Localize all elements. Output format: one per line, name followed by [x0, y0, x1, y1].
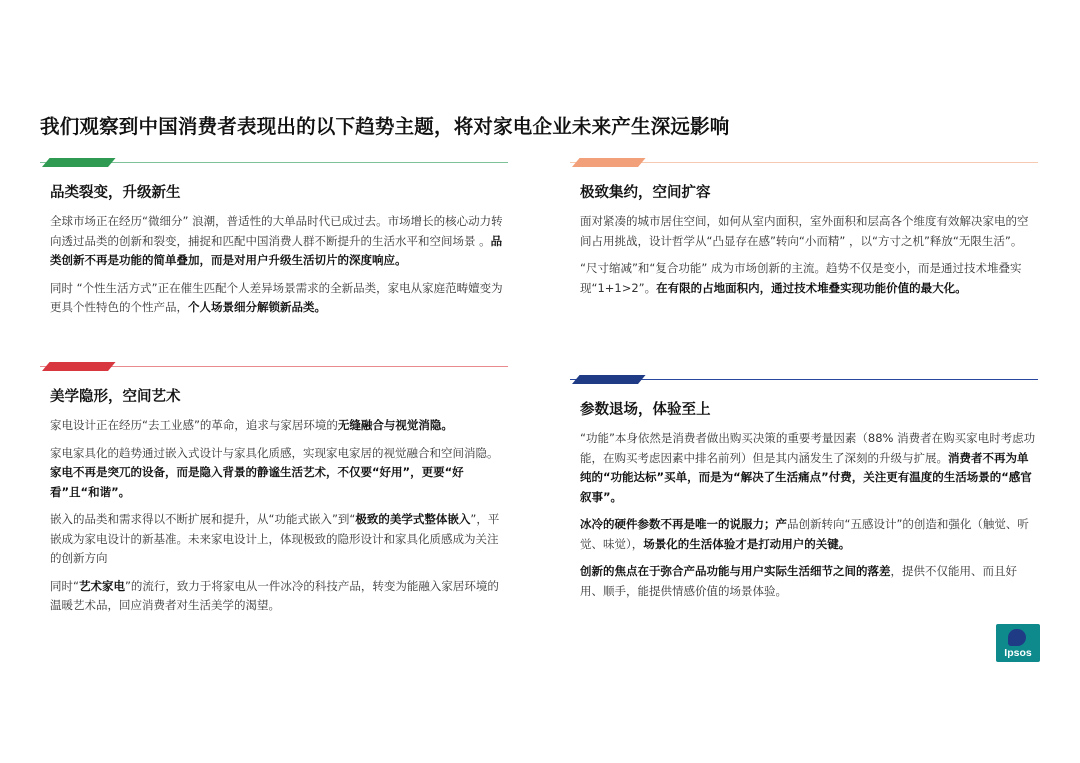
logo-text: Ipsos — [1004, 647, 1032, 659]
paragraph: 创新的焦点在于弥合产品功能与用户实际生活细节之间的落差，提供不仅能用、而且好用、顺手，能提供情感价值的场景体验。 — [580, 564, 1017, 598]
paragraph: 同时“艺术家电”的流行，致力于将家电从一件冰冷的科技产品，转变为能融入家居环境的温暖艺术品，回应消费者对生活美学的渴望。 — [50, 578, 499, 612]
section-space — [570, 158, 1038, 306]
paragraph: 家电家具化的趋势通过嵌入式设计与家具化质感，实现家电家居的视觉融合和空间消隐。家电不再是突兀的设备，而是隐入背景的静谧生活艺术，不仅要“好用”，更要“好看”且“和谐”。 — [50, 445, 499, 499]
page-title: 我们观察到中国消费者表现出的以下趋势主题，将对家电企业未来产生深远影响 — [40, 115, 730, 138]
paragraph: 面对紧凑的城市居住空间，如何从室内面积，室外面积和层高各个维度有效解决家电的空间占用挑战，设计哲学从“凸显存在感”转向“小而精” ，以“方寸之机”释放“无限生活”。 — [580, 214, 1029, 248]
paragraph: “功能”本身依然是消费者做出购买决策的重要考量因素（88% 消费者在购买家电时考虑功能，在购买考虑因素中排名前列）但是其内涵发生了深刻的升级与扩展。消费者不再为单纯的“功能达标”买单，而是为“解决了生活痛点”付费，关注更有温度的生活场景的“感官叙事”。 — [580, 431, 1036, 504]
logo-mark-icon — [1008, 629, 1026, 646]
section-title: 美学隐形，空间艺术 — [50, 389, 181, 405]
section-title: 品类裂变，升级新生 — [50, 185, 181, 201]
paragraph: 全球市场正在经历“微细分” 浪潮，普适性的大单品时代已成过去。市场增长的核心动力转向透过品类的创新和裂变，捕捉和匹配中国消费人群不断提升的生活水平和空间场景 。品类创新不再是功能的简单叠加，而是对用户升级生活切片的深度响应。 — [50, 214, 503, 267]
section-experience — [570, 375, 1038, 609]
ipsos-logo — [996, 624, 1040, 662]
section-divider — [40, 158, 508, 168]
section-title: 参数退场，体验至上 — [580, 402, 711, 418]
section-category — [40, 158, 508, 326]
paragraph: 冰冷的硬件参数不再是唯一的说服力；产品创新转向“五感设计”的创造和强化（触觉、听觉、味觉），场景化的生活体验才是打动用户的关键。 — [580, 517, 1029, 551]
paragraph: “尺寸缩减”和“复合功能” 成为市场创新的主流。趋势不仅是变小，而是通过技术堆叠实现“1+1>2”。在有限的占地面积内，通过技术堆叠实现功能价值的最大化。 — [580, 261, 1022, 295]
section-divider — [570, 375, 1038, 385]
paragraph: 同时 “个性生活方式”正在催生匹配个人差异场景需求的全新品类，家电从家庭范畴嬗变为更具个性特色的个性产品，个人场景细分解锁新品类。 — [50, 280, 503, 314]
section-divider — [570, 158, 1038, 168]
paragraph: 家电设计正在经历“去工业感”的革命，追求与家居环境的无缝融合与视觉消隐。 — [50, 418, 453, 432]
section-aesthetic — [40, 362, 508, 624]
section-title: 极致集约，空间扩容 — [580, 185, 711, 201]
section-divider — [40, 362, 508, 372]
paragraph: 嵌入的品类和需求得以不断扩展和提升，从“功能式嵌入”到“极致的美学式整体嵌入”，平嵌成为家电设计的新基准。未来家电设计上，体现极致的隐形设计和家具化质感成为关注的创新方向 — [50, 512, 500, 565]
